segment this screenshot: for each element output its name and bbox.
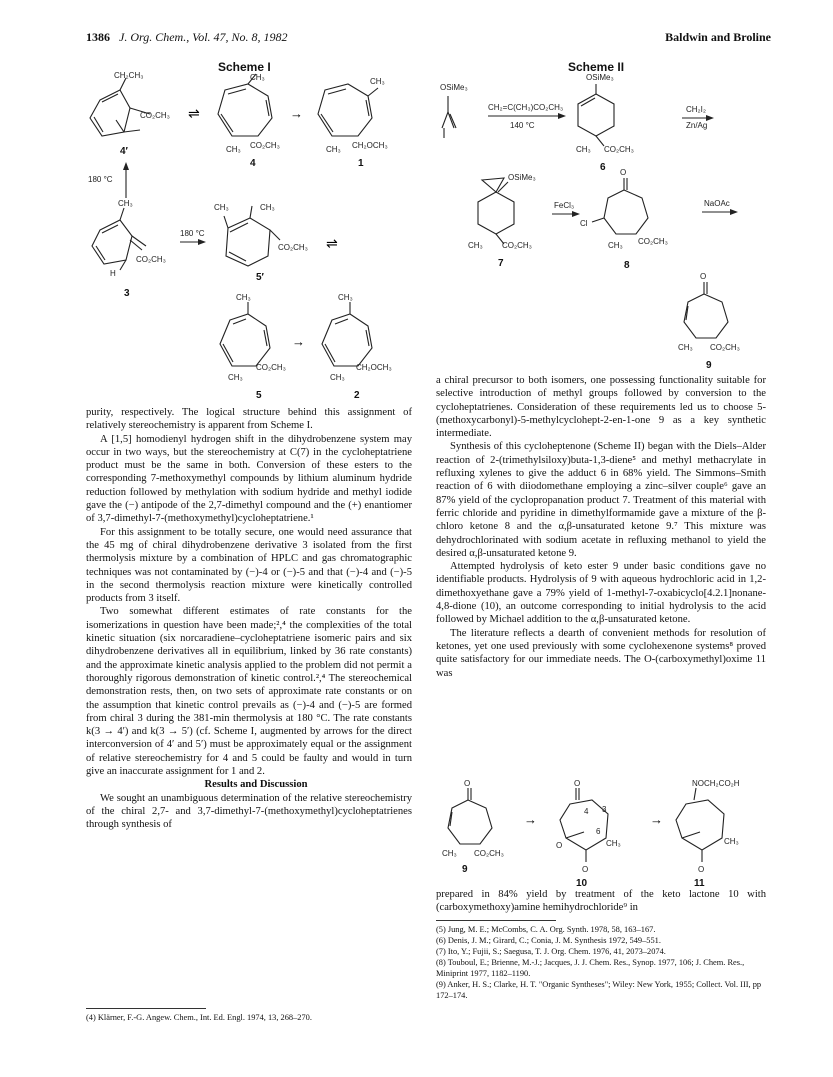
c5p-ester-label: CO₂CH₃ (278, 243, 308, 252)
left-paragraph-2: A [1,5] homodienyl hydrogen shift in the dihydrobenzene system may occur in two ways, but the stereochemistry at C(7) in the cycloheptatriene product must be the same in both. Conversion of these esters to the corresponding 7-methoxymethyl compounds by lithium aluminum hydride reduction followed by methylation with sodium hydride and methyl iodide gave the (−) antipode of the 2,7-dimethyl compound and the (+) enantiomer of 3,7-dimethyl-7-(methoxymethyl)cycloheptatriene.¹ (86, 433, 412, 525)
c9-methyl-label: CH₃ (678, 343, 693, 352)
c5-methyl2-label: CH₃ (228, 373, 243, 382)
right-paragraph-5: prepared in 84% yield by treatment of the keto lactone 10 with (carboxymethoxy)amine hemihydrochloride⁹ in (436, 889, 766, 914)
c6-methyl-label: CH₃ (576, 145, 591, 154)
compound-4-number: 4 (250, 158, 256, 169)
equilibrium-arrow-2: ⇌ (326, 235, 338, 251)
scheme-2-title: Scheme II (568, 60, 625, 74)
c3-methyl-label: CH₃ (118, 199, 133, 208)
c9b-ester-label: CO₂CH₃ (474, 849, 504, 858)
left-paragraph-1: purity, respectively. The logical structure behind this assignment of relatively stereochemistry is apparent from Scheme I. (86, 407, 412, 432)
c8-ester-label: CO₂CH₃ (638, 237, 668, 246)
left-column (86, 406, 412, 832)
c10-methyl-label: CH₃ (606, 839, 621, 848)
reaction-arrow: → (290, 106, 303, 121)
c10-ring-oxygen: O (556, 841, 563, 850)
footnote-6: (6) Denis, J. M.; Girard, C.; Conia, J. M. Synthesis 1972, 549–551. (436, 936, 661, 945)
scheme-2-figure (436, 72, 776, 372)
c11-methyl-label: CH₃ (724, 837, 739, 846)
c2-ether-label: CH₂OCH₃ (356, 363, 392, 372)
section-heading: Results and Discussion (204, 779, 308, 791)
compound-10-number: 10 (576, 878, 588, 888)
compound-8-structure (580, 168, 668, 271)
c4-ester-label: CO₂CH₃ (250, 141, 280, 150)
footnote-5: (5) Jung, M. E.; McCombs, C. A. Org. Synth. 1978, 58, 163–167. (436, 925, 656, 934)
c4p-ester-label: CO₂CH₃ (140, 111, 170, 120)
page-number: 1386 (86, 30, 110, 44)
c8-oxo-label: O (620, 168, 627, 177)
compound-9b-number: 9 (462, 864, 468, 875)
compound-3-number: 3 (124, 288, 130, 299)
c8-methyl-label: CH₃ (608, 241, 623, 250)
reaction-arrow-3: → (524, 812, 537, 827)
right-paragraph-3: Attempted hydrolysis of keto ester 9 under basic conditions gave no identifiable products. Hydrolysis of 9 with aqueous hydrochloric acid in 1,2-dimethoxyethane gave a 79% yield of 1-methyl-7-oxabicyclo[4.2.1]nonane-4,8-dione (10), an outcome corresponding to initial hydrolysis to the acid followed by Michael addition to the α,β-unsaturated ketone. (436, 561, 766, 626)
thermolysis-temp-label: 180 °C (88, 175, 113, 184)
c5-ester-label: CO₂CH₃ (256, 363, 286, 372)
c7-methyl-label: CH₃ (468, 241, 483, 250)
reagent-ferric-chloride: FeCl₃ (554, 201, 575, 210)
compound-8-number: 8 (624, 260, 630, 271)
c11-oxime-label: NOCH₂CO₂H (692, 779, 740, 788)
c5p-methyl-label: CH₃ (214, 203, 229, 212)
right-paragraph-4: The literature reflects a dearth of convenient methods for resolution of ketones, yet one used previously with some cyclohexenone systems⁸ proved quite satisfactory for our immediate needs. The O-(carboxymethyl)oxime 11 was (436, 627, 766, 679)
reagent-sodium-acetate: NaOAc (704, 199, 730, 208)
c7-ester-label: CO₂CH₃ (502, 241, 532, 250)
c9b-oxo-label: O (464, 779, 471, 788)
c11-lactone-oxo: O (698, 865, 705, 874)
compound-5-structure (220, 293, 286, 401)
c9-ester-label: CO₂CH₃ (710, 343, 740, 352)
c4p-ethyl-label: CH₂CH₃ (114, 71, 144, 80)
right-paragraph-1: a chiral precursor to both isomers, one possessing functionality suitable for selective introduction of methyl groups followed by conversion to the cycloheptatrienes. Consideration of these requirements led us to choose 5-(methoxycarbonyl)-5-methylcyclohept-2-en-1-one 9 as a key synthetic intermediate. (436, 375, 766, 440)
c2-methyl-label: CH₃ (338, 293, 353, 302)
c10-lactone-oxo: O (582, 865, 589, 874)
c10-oxo-label: O (574, 779, 581, 788)
right-column (436, 374, 766, 680)
reagent-temperature: 140 °C (510, 121, 535, 130)
c10-position-3: 3 (602, 805, 607, 814)
scheme-3-figure (436, 778, 766, 888)
compound-4prime-structure (90, 71, 170, 157)
c1-methyl2-label: CH₃ (326, 145, 341, 154)
running-header-authors: Baldwin and Broline (665, 30, 771, 44)
left-paragraph-4: Two somewhat different estimates of rate constants for the isomerizations in question have been made;²,⁴ the complexities of the total kinetic situation (six norcaradiene–cycloheptatriene isomeric pairs and six dihydrobenzene derivatives all in equilibrium, linked by 36 rate constants) and the approximate kinetic analysis applied to the problem did not permit a thoroughly rigorous demonstration of kinetic control.²,⁴ The stereochemical demonstration rests, then, on two sets of approximate rate constants or on the assumption that kinetic control prevails as (−)-4 and (−)-5 are formed from chiral 3 during the 381-min thermolysis at 180 °C. The rate constants k(3 → 4′) and k(3 → 5′) (cf. Scheme I, augmented by arrows for the direct interconversion of 4′ and 5′) must be approximately equal or the assignment of relative stereochemistry for 4 and 5 could be faulty and would in turn give an inaccurate assignment for 1 and 2. (86, 606, 412, 778)
footnote-9: (9) Anker, H. S.; Clarke, H. T. "Organic Syntheses"; Wiley: New York, 1955; Collect. Vol. III, pp 172–174. (436, 980, 762, 1000)
left-paragraph-5: We sought an unambiguous determination of the relative stereochemistry of the chiral 2,7- and 3,7-dimethyl-7-(methoxymethyl)cycloheptatrienes through synthesis of (86, 792, 412, 831)
footnote-4: (4) Klärner, F.-G. Angew. Chem., Int. Ed. Engl. 1974, 13, 268–270. (86, 1013, 312, 1022)
silyloxy-diene-structure (440, 83, 468, 138)
compound-6-number: 6 (600, 162, 606, 173)
c5p-methyl2-label: CH₃ (260, 203, 275, 212)
thermolysis-temp2-label: 180 °C (180, 229, 205, 238)
c2-methyl2-label: CH₃ (330, 373, 345, 382)
c10-position-4: 4 (584, 807, 589, 816)
right-footnote-rule (436, 920, 556, 921)
compound-5-number: 5 (256, 390, 262, 401)
equilibrium-arrow: ⇌ (188, 105, 200, 121)
diene-siloxy-label: OSiMe₃ (440, 83, 468, 92)
compound-5prime-number: 5′ (256, 272, 264, 283)
right-paragraph-2: Synthesis of this cycloheptenone (Scheme II) began with the Diels–Alder reaction of 2-(trimethylsiloxy)buta-1,3-diene⁵ and methyl methacrylate in refluxing xylenes to give the adduct 6 in 68% yield. The Simmons–Smith reaction of 6 with diiodomethane employing a zinc–silver couple⁶ gave an 87% yield of the cyclopropanation product 7. Treatment of this material with ferric chloride and pyridine in dimethylformamide gave a mixture of the β-chloro ketone 8 and the α,β-unsaturated ketone 9.⁷ This mixture was dehydrochlorinated with sodium acetate in refluxing methanol to yield the desired α,β-unsaturated ketone 9. (436, 441, 766, 559)
c7-siloxy-label: OSiMe₃ (508, 173, 536, 182)
c1-ether-label: CH₂OCH₃ (352, 141, 388, 150)
reagent-methacrylate: CH₂=C(CH₃)CO₂CH₃ (488, 103, 564, 112)
compound-4-structure (218, 73, 280, 169)
c5-methyl-label: CH₃ (236, 293, 251, 302)
compound-11-structure (676, 779, 740, 888)
reagent-zinc-silver: Zn/Ag (686, 121, 708, 130)
compound-9b-structure (442, 779, 504, 875)
reagent-diiodomethane: CH₂I₂ (686, 105, 706, 114)
c3-hydrogen-label: H (110, 269, 116, 278)
compound-1-structure (318, 77, 388, 169)
left-paragraph-3: For this assignment to be totally secure, one would need assurance that the 45 mg of chiral dihydrobenzene derivative 3 isolated from the first thermolysis mixture by a combination of HPLC and gas chromatographic techniques was not contaminated by (−)-4 or (−)-5 and that (−)-4 and (−)-5 in the second thermolysis reaction mixture were kinetically controlled products from 3 itself. (86, 526, 412, 605)
c9-oxo-label: O (700, 272, 707, 281)
compound-7-structure (468, 173, 536, 269)
c6-siloxy-label: OSiMe₃ (586, 73, 614, 82)
compound-10-structure (556, 779, 621, 888)
reaction-arrow-2: → (292, 334, 305, 349)
running-header-left (86, 30, 288, 45)
c3-ester-label: CO₂CH₃ (136, 255, 166, 264)
compound-2-structure (322, 293, 392, 401)
c1-methyl-label: CH₃ (370, 77, 385, 86)
compound-7-number: 7 (498, 258, 504, 269)
left-footnote-rule (86, 1008, 206, 1009)
compound-9-number: 9 (706, 360, 712, 371)
c4-methyl-label: CH₃ (250, 73, 265, 82)
compound-4prime-number: 4′ (120, 146, 128, 157)
c9b-methyl-label: CH₃ (442, 849, 457, 858)
scheme-1-figure (80, 70, 420, 410)
scheme-1-title: Scheme I (218, 60, 271, 74)
journal-citation: J. Org. Chem., Vol. 47, No. 8, 1982 (119, 30, 288, 44)
compound-6-structure (576, 73, 634, 173)
compound-1-number: 1 (358, 158, 364, 169)
compound-9-structure (678, 272, 740, 371)
left-footnotes (86, 1012, 412, 1023)
compound-2-number: 2 (354, 390, 360, 401)
c6-ester-label: CO₂CH₃ (604, 145, 634, 154)
c4-methyl2-label: CH₃ (226, 145, 241, 154)
right-column-continued (436, 888, 766, 915)
c8-chloro-label: Cl (580, 219, 588, 228)
compound-5prime-structure (214, 203, 308, 283)
c10-position-6: 6 (596, 827, 601, 836)
footnote-8: (8) Touboul, E.; Brienne, M.-J.; Jacques, J. J. Chem. Res., Synop. 1977, 106; J. Chem. Res., Miniprint 1977, 1182–1190. (436, 958, 745, 978)
compound-3-structure (92, 199, 166, 299)
right-footnotes (436, 924, 766, 1001)
footnote-7: (7) Ito, Y.; Fujii, S.; Saegusa, T. J. Org. Chem. 1976, 41, 2073–2074. (436, 947, 666, 956)
compound-11-number: 11 (694, 878, 705, 888)
reaction-arrow-4: → (650, 812, 663, 827)
